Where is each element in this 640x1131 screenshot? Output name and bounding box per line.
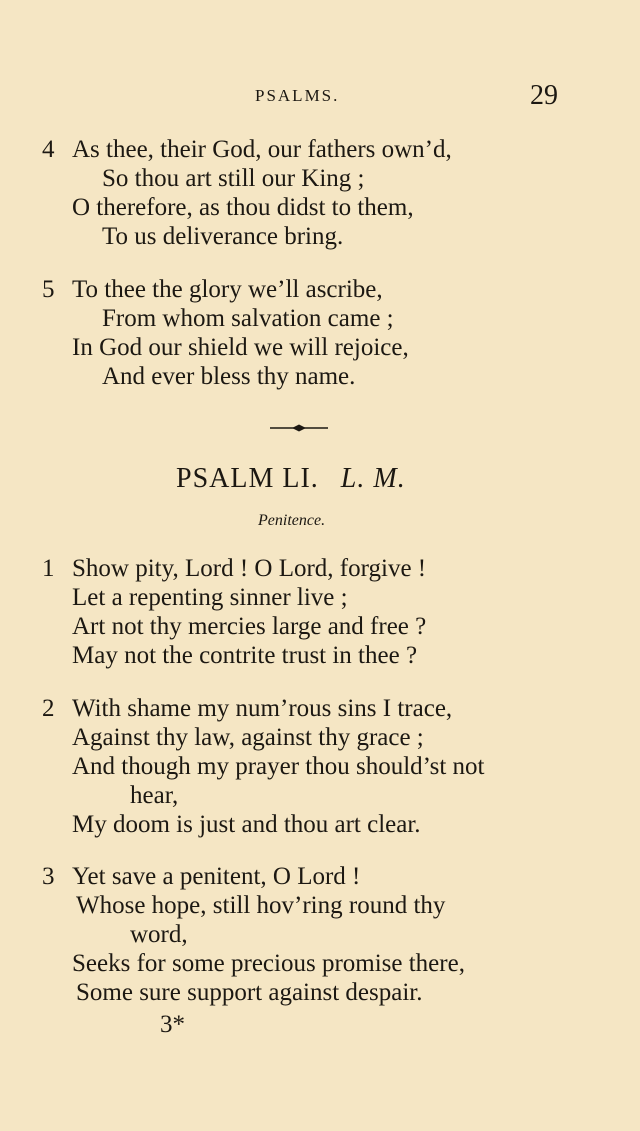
verse-line: O therefore, as thou didst to them, xyxy=(72,194,414,221)
psalm-title: PSALM LI. xyxy=(176,463,319,494)
verse-line: So thou art still our King ; xyxy=(102,165,365,192)
verse-line: Yet save a penitent, O Lord ! xyxy=(72,863,361,890)
verse-line: Show pity, Lord ! O Lord, forgive ! xyxy=(72,555,427,582)
verse-line: My doom is just and thou art clear. xyxy=(72,811,421,838)
stanza-number: 1 xyxy=(42,555,55,582)
verse-line: Some sure support against despair. xyxy=(76,979,423,1006)
verse-line: word, xyxy=(130,921,188,948)
stanza-number: 3 xyxy=(42,863,55,890)
running-head: PSALMS. xyxy=(255,86,340,105)
psalm-subtitle: Penitence. xyxy=(258,512,326,529)
page-number: 29 xyxy=(530,80,558,111)
verse-line: In God our shield we will rejoice, xyxy=(72,334,409,361)
verse-line: To us deliverance bring. xyxy=(102,223,344,250)
stanza-number: 4 xyxy=(42,136,55,163)
verse-line: hear, xyxy=(130,782,179,809)
verse-line: To thee the glory we’ll ascribe, xyxy=(72,276,383,303)
verse-line: From whom salvation came ; xyxy=(102,305,394,332)
ornament-divider xyxy=(270,424,328,432)
verse-line: Art not thy mercies large and free ? xyxy=(72,613,427,640)
psalm-heading xyxy=(176,463,406,495)
verse-line: May not the contrite trust in thee ? xyxy=(72,642,418,669)
stanza-number: 5 xyxy=(42,276,55,303)
verse-line: Let a repenting sinner live ; xyxy=(72,584,348,611)
psalm-meter: L. M. xyxy=(340,463,406,494)
verse-line: Seeks for some precious promise there, xyxy=(72,950,465,977)
verse-line: With shame my num’rous sins I trace, xyxy=(72,695,453,722)
verse-line: And ever bless thy name. xyxy=(102,363,356,390)
verse-line: As thee, their God, our fathers own’d, xyxy=(72,136,452,163)
verse-line: Against thy law, against thy grace ; xyxy=(72,724,424,751)
verse-line: Whose hope, still hov’ring round thy xyxy=(76,892,446,919)
verse-line: And though my prayer thou should’st not xyxy=(72,753,485,780)
signature-mark: 3* xyxy=(160,1011,185,1038)
stanza-number: 2 xyxy=(42,695,55,722)
